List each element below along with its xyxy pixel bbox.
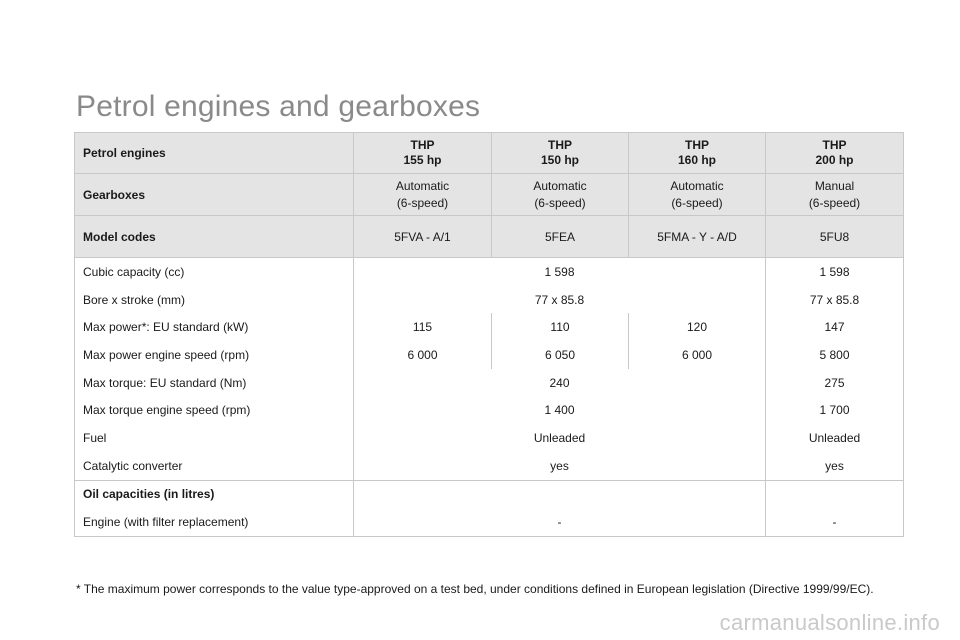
oil-heading: Oil capacities (in litres) — [75, 480, 354, 508]
value-3: 120 — [629, 313, 766, 341]
engine-col-1: THP 155 hp — [354, 133, 492, 174]
table-row — [75, 396, 904, 424]
shared-value: yes — [354, 452, 766, 480]
last-value: 1 700 — [766, 396, 904, 424]
row-label: Max torque: EU standard (Nm) — [75, 369, 354, 397]
watermark: carmanualsonline.info — [719, 610, 940, 635]
model-codes-row — [75, 216, 904, 258]
value-2: 110 — [492, 313, 629, 341]
oil-last-blank — [766, 480, 904, 508]
table-row — [75, 452, 904, 480]
engine-col-2: THP 150 hp — [492, 133, 629, 174]
value-4: 147 — [766, 313, 904, 341]
table-row — [75, 424, 904, 452]
value-2: 6 050 — [492, 341, 629, 369]
row-label: Max power engine speed (rpm) — [75, 341, 354, 369]
model-codes-label: Model codes — [75, 216, 354, 258]
last-value: yes — [766, 452, 904, 480]
engine-col-4: THP 200 hp — [766, 133, 904, 174]
gearbox-col-2: Automatic (6-speed) — [492, 174, 629, 216]
table-row — [75, 508, 904, 536]
oil-shared-blank — [354, 480, 766, 508]
row-label: Max power*: EU standard (kW) — [75, 313, 354, 341]
value-3: 6 000 — [629, 341, 766, 369]
model-code-2: 5FEA — [492, 216, 629, 258]
model-code-1: 5FVA - A/1 — [354, 216, 492, 258]
last-value: 275 — [766, 369, 904, 397]
last-value: 77 x 85.8 — [766, 286, 904, 314]
last-value: Unleaded — [766, 424, 904, 452]
footnote: * The maximum power corresponds to the value type-approved on a test bed, under conditions defined in European legislation (Directive 1999/99/EC). — [76, 582, 874, 596]
table-row — [75, 341, 904, 369]
gearboxes-header-row — [75, 174, 904, 216]
value-1: 6 000 — [354, 341, 492, 369]
engines-header-row — [75, 133, 904, 174]
table-row — [75, 286, 904, 314]
row-label: Engine (with filter replacement) — [75, 508, 354, 536]
shared-value: 1 598 — [354, 258, 766, 286]
shared-value: 1 400 — [354, 396, 766, 424]
engines-label: Petrol engines — [75, 133, 354, 174]
gearbox-col-3: Automatic (6-speed) — [629, 174, 766, 216]
last-value: 1 598 — [766, 258, 904, 286]
gearboxes-label: Gearboxes — [75, 174, 354, 216]
shared-value: 240 — [354, 369, 766, 397]
oil-heading-row — [75, 480, 904, 508]
table-row — [75, 258, 904, 286]
engine-specs-table — [74, 132, 904, 537]
value-4: 5 800 — [766, 341, 904, 369]
engine-col-3: THP 160 hp — [629, 133, 766, 174]
shared-value: Unleaded — [354, 424, 766, 452]
row-label: Cubic capacity (cc) — [75, 258, 354, 286]
gearbox-col-4: Manual (6-speed) — [766, 174, 904, 216]
shared-value: 77 x 85.8 — [354, 286, 766, 314]
model-code-3: 5FMA - Y - A/D — [629, 216, 766, 258]
row-label: Fuel — [75, 424, 354, 452]
gearbox-col-1: Automatic (6-speed) — [354, 174, 492, 216]
table-row — [75, 369, 904, 397]
row-label: Bore x stroke (mm) — [75, 286, 354, 314]
shared-value: - — [354, 508, 766, 536]
row-label: Catalytic converter — [75, 452, 354, 480]
row-label: Max torque engine speed (rpm) — [75, 396, 354, 424]
page-title: Petrol engines and gearboxes — [76, 90, 481, 123]
value-1: 115 — [354, 313, 492, 341]
last-value: - — [766, 508, 904, 536]
model-code-4: 5FU8 — [766, 216, 904, 258]
table-row — [75, 313, 904, 341]
